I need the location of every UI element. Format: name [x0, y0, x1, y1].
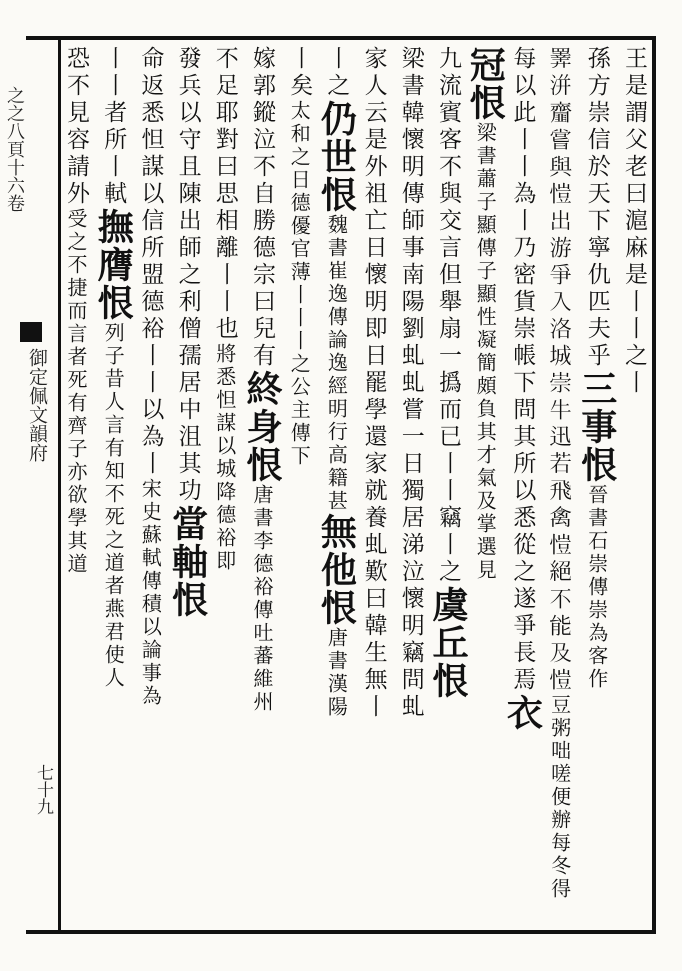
book-title: 御定佩文韻府	[26, 348, 48, 462]
text-column	[393, 46, 429, 926]
citation-note: 受之不捷而言者死有齊子亦欲學其道	[64, 208, 88, 576]
citation-note: 魏書崔逸傳論逸經明行高籍甚	[324, 214, 349, 513]
body-text: 𢍰洴齏嘗與愷出游爭入洛城崇牛迅若飛禽愷絕不能及愷	[546, 46, 573, 694]
entry-heading: 冠恨	[464, 46, 507, 122]
frame-bottom-rule	[26, 930, 656, 934]
body-text: 九流賓客不與交言但舉扇一撝而已丨丨竊丨之	[435, 46, 461, 586]
body-text: 丨丨者所丨軾	[100, 46, 127, 208]
entry-heading: 撫膺恨	[92, 208, 135, 322]
text-column	[207, 46, 243, 926]
page-number: 七十九	[33, 764, 53, 815]
citation-note: 唐書李德裕傳吐蕃維州	[250, 484, 274, 714]
frame-top-rule	[26, 36, 656, 40]
entry-heading: 虞丘恨	[427, 586, 469, 700]
body-text: 王是謂父老曰滬麻是丨丨之丨	[621, 46, 647, 397]
entry-heading: 仍世恨	[315, 100, 358, 214]
citation-note: 積以論事為	[138, 593, 163, 708]
text-column	[281, 46, 317, 926]
citation-note: 唐書漢陽	[324, 627, 349, 719]
text-column	[501, 46, 544, 926]
margin-strip	[0, 36, 61, 934]
citation-note: 太和之日德優官薄丨丨丨之	[287, 100, 312, 376]
citation-note: 將悉怛謀以城降德裕即	[212, 343, 237, 573]
body-text: 每以此丨丨為丨乃密貨崇帳下問其所以悉從之遂爭長焉	[509, 46, 536, 694]
body-text: 孫方崇信於天下寧仇匹夫乎	[583, 46, 610, 370]
body-text: 恐不見容請外	[63, 46, 89, 208]
entry-heading: 無他恨	[315, 513, 358, 627]
text-column	[464, 46, 507, 926]
text-column	[356, 46, 392, 926]
frame-right-rule	[652, 36, 656, 934]
citation-note: 豆粥咄嗟便辦每冬得	[547, 694, 572, 901]
citation-note: 晉書石崇傳崇為客作	[584, 484, 609, 691]
text-column	[166, 46, 209, 926]
citation-note: 公主傳下	[287, 376, 312, 468]
body-text: 家人云是外祖亡日懷明即日罷學還家就養虬歎曰韓生無丨	[360, 46, 387, 721]
citation-note: 梁書蕭子顯傳子顯性凝簡頗負其才氣及掌選見	[473, 122, 498, 582]
body-text: 發兵以守且陳出師之利僧孺居中沮其功	[174, 46, 201, 505]
entry-heading: 終身恨	[241, 370, 283, 484]
text-column	[92, 46, 135, 926]
text-column	[132, 46, 168, 926]
citation-note: 列子昔人言有知不死之道者燕君使人	[101, 322, 126, 690]
text-column	[616, 46, 652, 926]
text-column	[315, 46, 358, 926]
text-column	[427, 46, 469, 926]
text-column	[241, 46, 283, 926]
body-text: 嫁郭鏦泣不自勝德宗曰兒有	[249, 46, 275, 370]
body-text: 命返悉怛謀以信所盟德裕丨丨以為丨	[137, 46, 164, 478]
entry-heading: 三事恨	[575, 370, 618, 484]
text-columns	[58, 46, 652, 926]
margin-top-marks: 之之八頁十六卷	[4, 86, 25, 212]
entry-heading: 衣	[501, 694, 544, 732]
body-text: 丨矣	[286, 46, 313, 100]
text-column	[58, 46, 94, 926]
citation-note: 宋史蘇軾傳	[138, 478, 163, 593]
fishtail-mark	[20, 322, 42, 342]
entry-heading: 當軸恨	[166, 505, 209, 619]
text-column	[575, 46, 618, 926]
body-text: 梁書韓懷明傳師事南陽劉虬虬嘗一日獨居涕泣懷明竊問虬	[397, 46, 424, 721]
text-column	[542, 46, 578, 926]
body-text: 丨之	[323, 46, 350, 100]
body-text: 不足耶對曰思相離丨丨也	[211, 46, 238, 343]
